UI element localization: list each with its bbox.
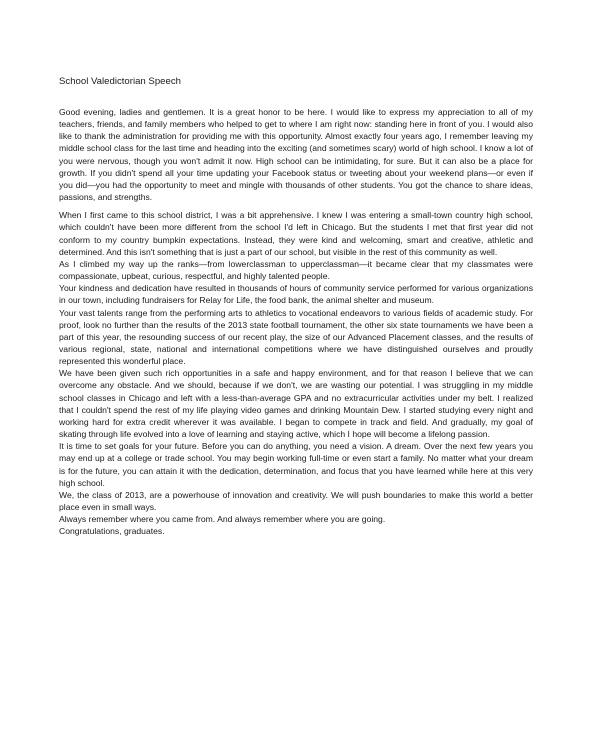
paragraph-4: Your kindness and dedication have resulted in thousands of hours of community service performed for various organizations in our town, including fundraisers for Relay for Life, the food bank, the animal shelter and museum. [59, 283, 533, 306]
paragraph-3: As I climbed my way up the ranks—from lowerclassman to upperclassman—it became clear that my classmates were compassionate, upbeat, curious, respectful, and highly talented people. [59, 258, 533, 282]
paragraph-2: When I first came to this school district, I was a bit apprehensive. I knew I was entering a small-town country high school, which couldn't have been more different from the school I'd left in Chicago. But the students I met that first year did not conform to my country bumpkin expectations. Instead, they were kind and welcoming, smart and creative, athletic and determined. And this isn't something that is just a part of our school, but visible in the rest of this community as well. [59, 210, 533, 257]
paragraph-8: We, the class of 2013, are a powerhouse of innovation and creativity. We will push boundaries to make this world a better place even in small ways. [59, 489, 533, 512]
paragraph-9: Always remember where you came from. And always remember where you are going. [59, 514, 386, 525]
paragraph-1: Good evening, ladies and gentlemen. It is a great honor to be here. I would like to express my appreciation to all of my teachers, friends, and family members who helped to get to where I am right now: standing here in front of you. I would also like to thank the administration for providing me with this opportunity. Almost exactly four years ago, I remember leaving my middle school class for the last time and heading into the exciting (and sometimes scary) world of high school. I know a lot of you were nervous, though you won't admit it now. High school can be intimidating, for sure. But it can also be a place for growth. If you didn't spend all your time updating your Facebook status or tweeting about your weekend plans—or even if you did—you had the opportunity to meet and mingle with thousands of other students. You got the chance to share ideas, passions, and strengths. [59, 107, 533, 203]
paragraph-6: We have been given such rich opportunities in a safe and happy environment, and for that reason I believe that we can overcome any obstacle. And we should, because if we don't, we are wasting our potential. I was struggling in my middle school classes in Chicago and left with a less-than-average GPA and no extracurricular activities under my belt. I realized that I couldn't spend the rest of my life playing video games and drinking Mountain Dew. I started studying every night and working hard for extra credit wherever it was available. I began to compete in track and field. And gradually, my goal of skating through life evolved into a love of learning and staying active, which I hope will become a lifelong passion. [59, 368, 533, 440]
document-body [59, 106, 533, 537]
paragraph-5: Your vast talents range from the performing arts to athletics to vocational endeavors to various fields of academic study. For proof, look no further than the results of the 2013 state football tournament, the other six state tournaments we have been a part of this year, the resounding success of our recent play, the size of our Advanced Placement classes, and the results of various regional, state, national and international competitions where we have distinguished ourselves and proudly represented this wonderful place. [59, 307, 533, 367]
document-title: School Valedictorian Speech [59, 76, 181, 87]
paragraph-7: It is time to set goals for your future. Before you can do anything, you need a vision. A dream. Over the next few years you may end up at a college or trade school. You may begin working full-time or even start a family. No matter what your dream is for the future, you can attain it with the dedication, determination, and focus that you have learned while here at this very high school. [59, 441, 533, 488]
paragraph-10: Congratulations, graduates. [59, 526, 165, 537]
